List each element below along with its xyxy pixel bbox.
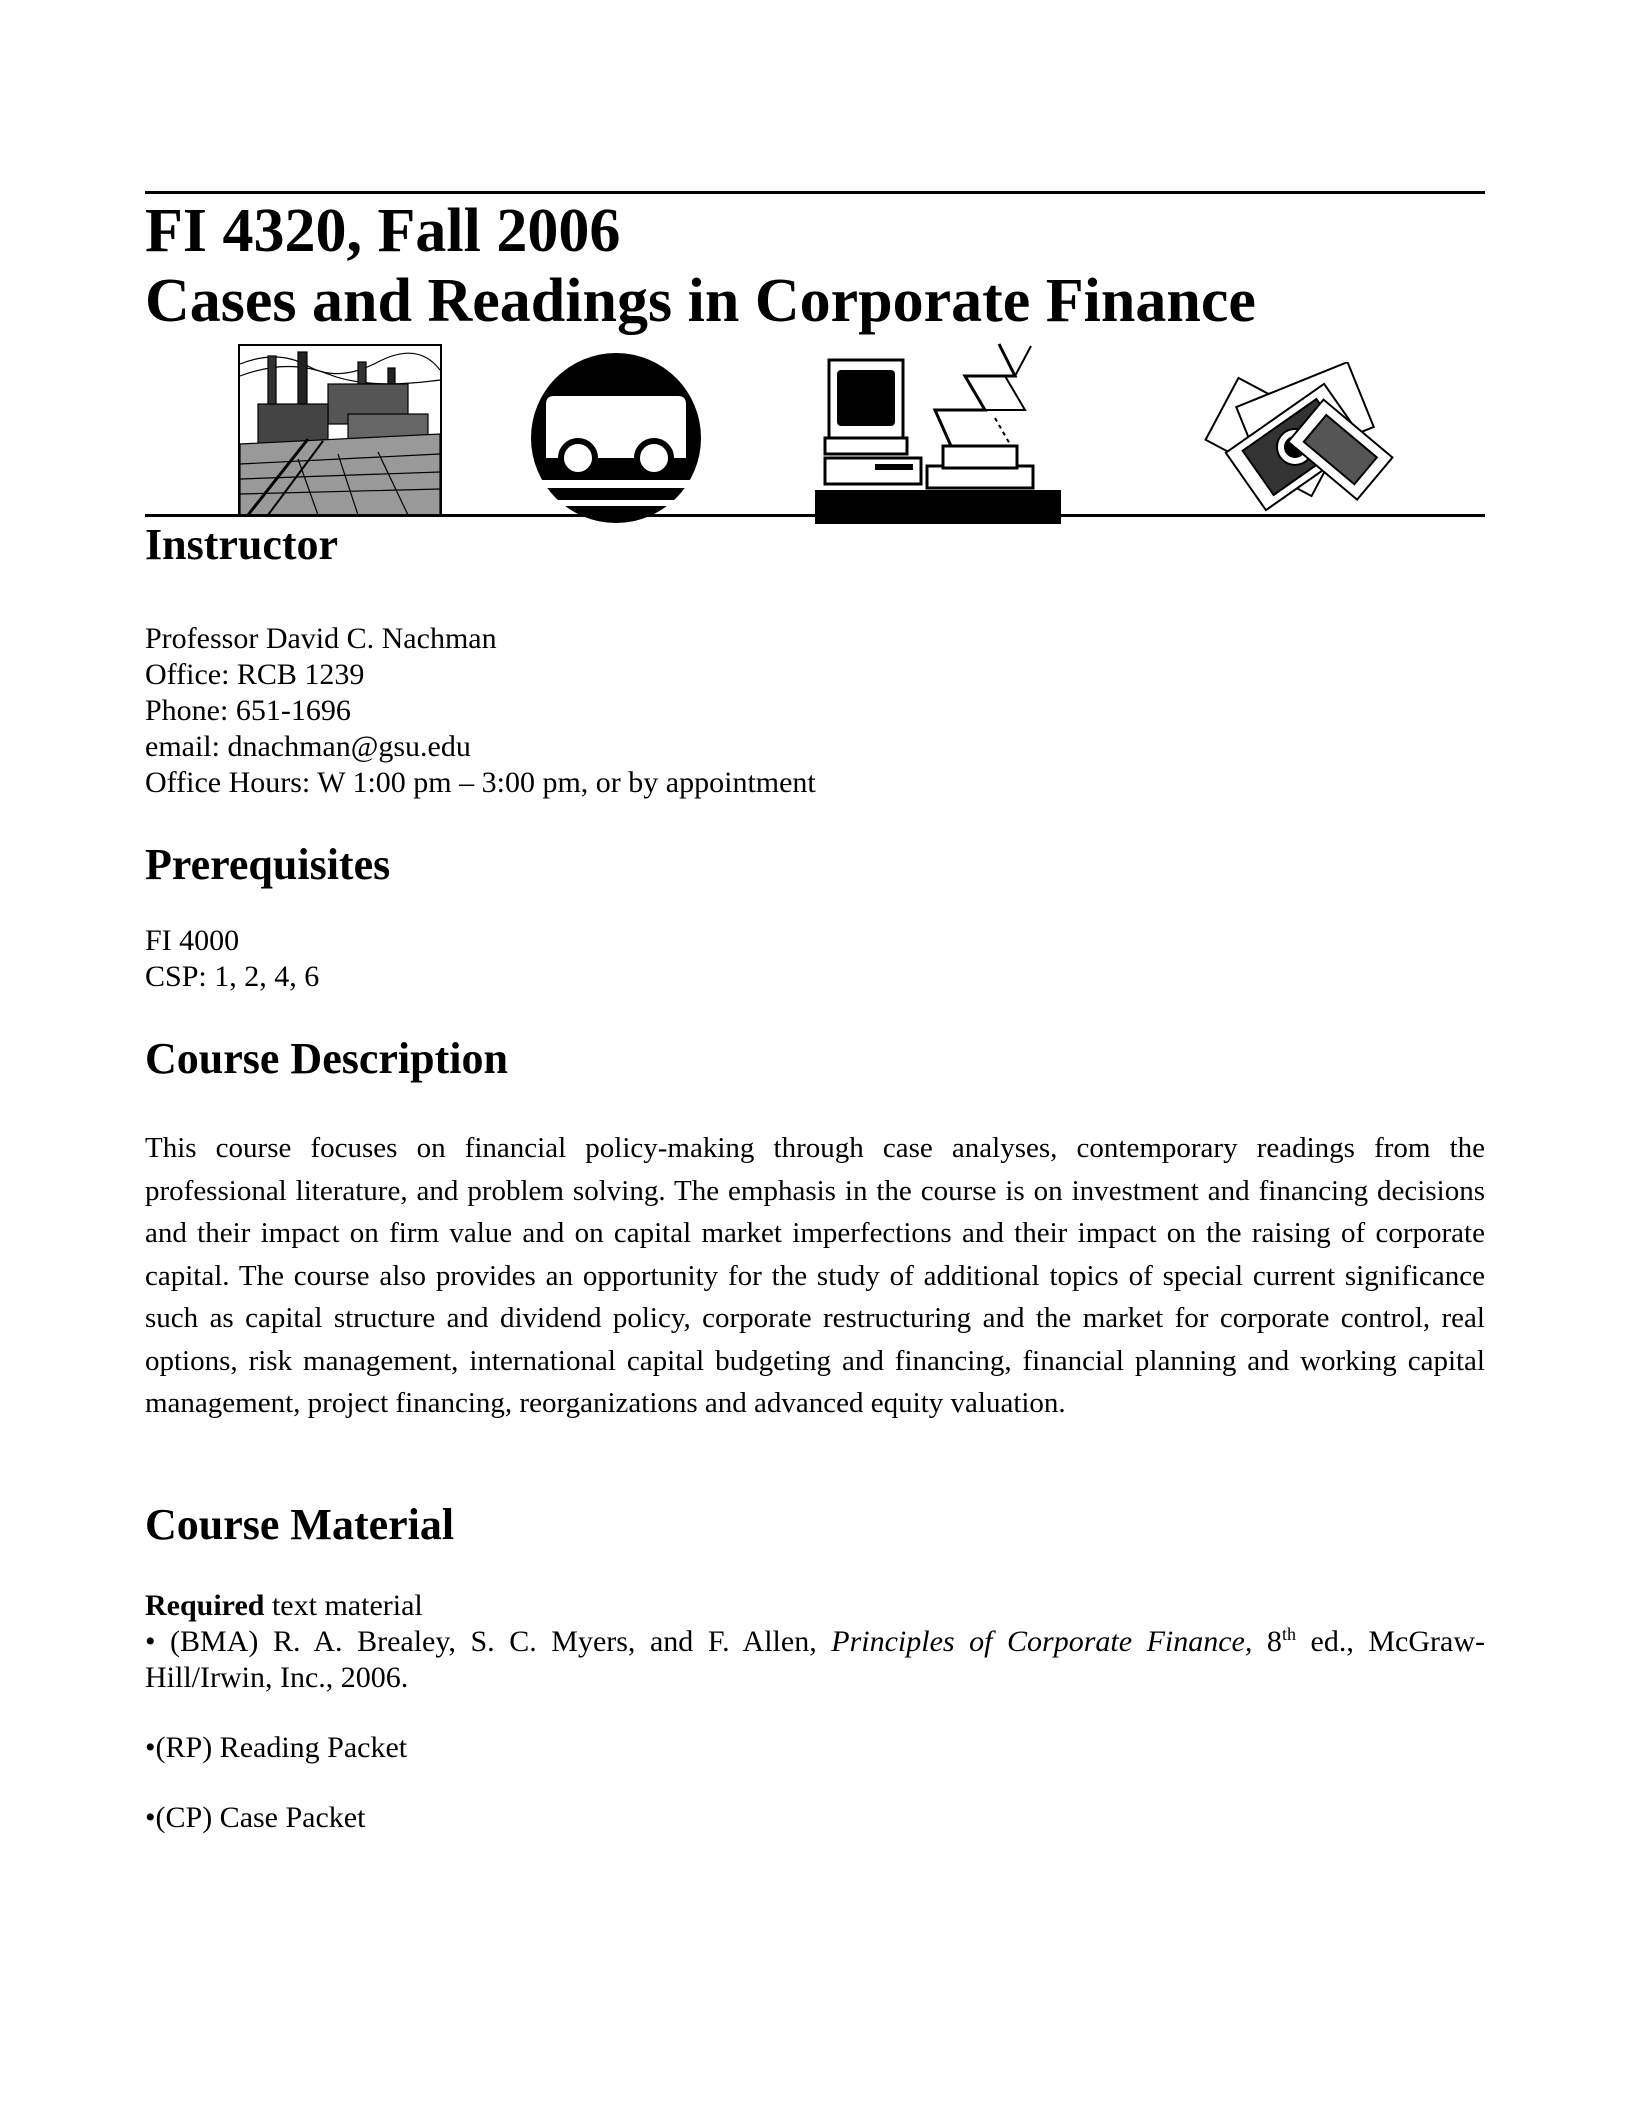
- course-material-heading: Course Material: [145, 1500, 455, 1549]
- textbook-edition: 8: [1252, 1625, 1282, 1658]
- textbook-publisher: ed., McGraw-Hill/Irwin, Inc., 2006.: [145, 1625, 1485, 1694]
- textbook-title: Principles of Corporate Finance,: [831, 1625, 1253, 1658]
- textbook-authors: • (BMA) R. A. Brealey, S. C. Myers, and F. Allen,: [145, 1625, 832, 1658]
- van-icon: [530, 352, 702, 524]
- header-illustrations: [145, 340, 1485, 520]
- computer-printer-icon: [815, 338, 1061, 524]
- page-title: [145, 196, 1256, 336]
- textbook-entry: [145, 1624, 1485, 1696]
- required-label-rest: text material: [264, 1589, 423, 1622]
- course-description-text: This course focuses on financial policy-making through case analyses, contemporary readings from the professional literature, and problem solving. The emphasis in the course is on investment and financing decisions and their impact on firm value and on capital market imperfections and their impact on the raising of corporate capital. The course also provides an opportunity for the study of additional topics of special current significance such as capital structure and dividend policy, corporate restructuring and the market for corporate control, real options, risk management, international capital budgeting and financing, financial planning and working capital management, project financing, reorganizations and advanced equity valuation.: [145, 1132, 1485, 1419]
- prerequisites-list: [145, 923, 319, 995]
- instructor-email: email: dnachman@gsu.edu: [145, 730, 471, 763]
- textbook-edition-suffix: th: [1281, 1624, 1296, 1644]
- course-description-heading: Course Description: [145, 1034, 508, 1083]
- case-packet-entry: •(CP) Case Packet: [145, 1801, 366, 1834]
- prerequisite-course: FI 4000: [145, 924, 240, 957]
- course-number-title: FI 4320, Fall 2006: [145, 197, 621, 265]
- instructor-details: [145, 621, 816, 801]
- prerequisite-csp: CSP: 1, 2, 4, 6: [145, 960, 320, 993]
- prerequisites-heading: Prerequisites: [145, 840, 391, 889]
- instructor-heading: Instructor: [145, 520, 339, 569]
- required-label-bold: Required: [145, 1589, 265, 1622]
- instructor-office-hours: Office Hours: W 1:00 pm – 3:00 pm, or by appointment: [145, 766, 816, 799]
- top-rule: [145, 191, 1485, 194]
- course-name-title: Cases and Readings in Corporate Finance: [145, 267, 1256, 335]
- factory-illustration-icon: [238, 344, 442, 516]
- instructor-name: Professor David C. Nachman: [145, 622, 497, 655]
- instructor-office: Office: RCB 1239: [145, 658, 365, 691]
- required-material-label: [145, 1588, 1485, 1624]
- reading-packet-entry: •(RP) Reading Packet: [145, 1731, 408, 1764]
- instructor-phone: Phone: 651-1696: [145, 694, 351, 727]
- course-material-list: [145, 1588, 1485, 1836]
- header-bottom-rule: [145, 514, 1485, 517]
- money-bills-icon: [1195, 362, 1395, 512]
